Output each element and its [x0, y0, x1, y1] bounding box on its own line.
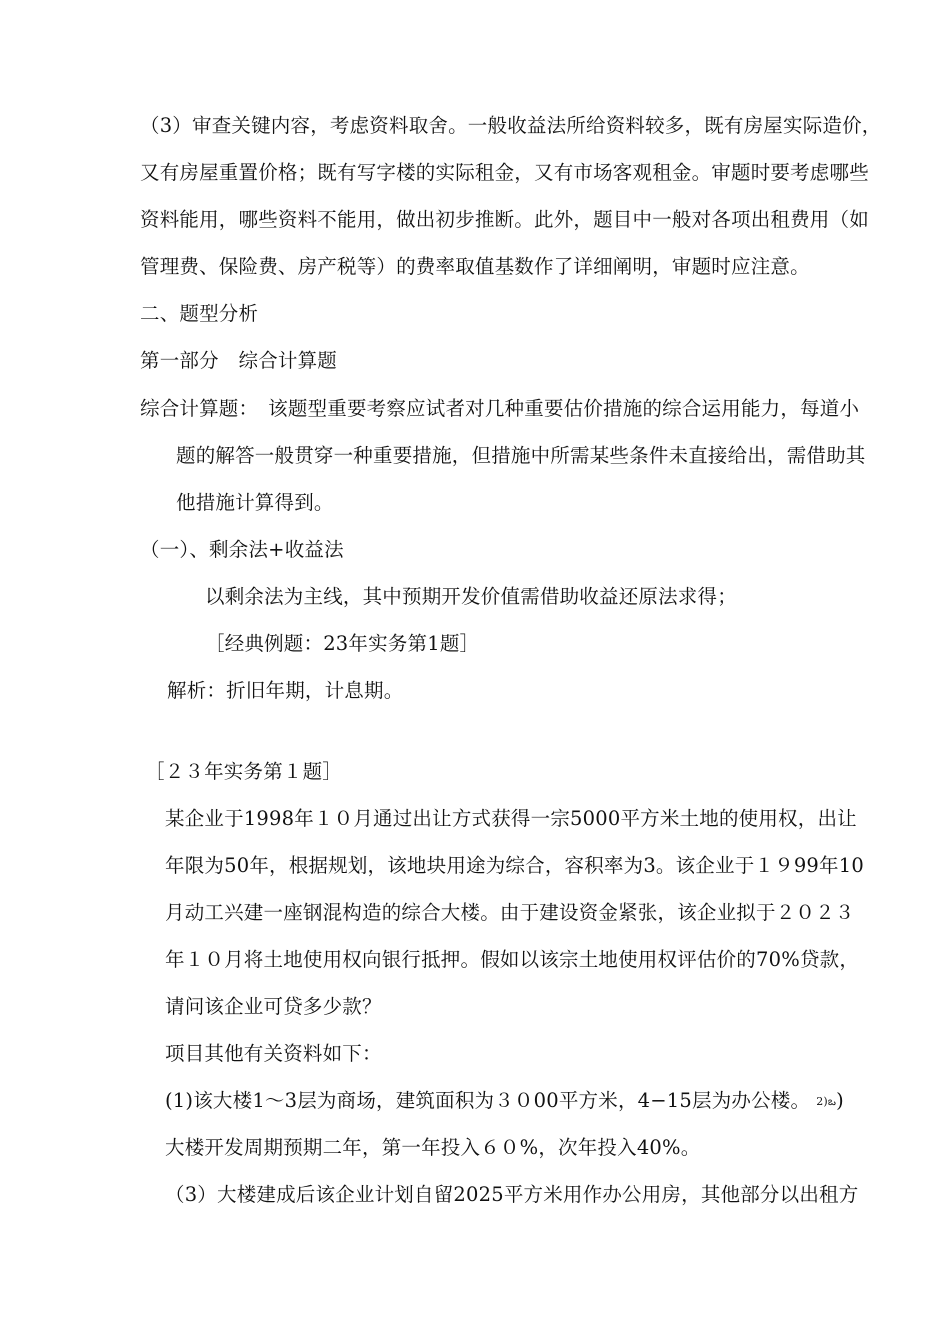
paragraph-line: 资料能用，哪些资料不能用，做出初步推断。此外，题目中一般对各项出租费用（如: [140, 208, 869, 231]
subsection-heading: （一）、剩余法+收益法: [140, 538, 344, 561]
paragraph-line: 以剩余法为主线，其中预期开发价值需借助收益还原法求得；: [205, 585, 737, 608]
paragraph-line: 他措施计算得到。: [176, 491, 334, 514]
garbled-mark: 2)ఒ: [816, 1095, 837, 1108]
section-heading: 二、题型分析: [140, 302, 259, 325]
paragraph-line: 又有房屋重置价格；既有写字楼的实际租金，又有市场客观租金。审题时要考虑哪些: [140, 161, 869, 184]
list-item-line: [165, 1088, 844, 1115]
paragraph-line: 管理费、保险费、房产税等）的费率取值基数作了详细阐明，审题时应注意。: [140, 255, 810, 278]
paragraph-line: 题的解答一般贯穿一种重要措施，但措施中所需某些条件未直接给出，需借助其: [176, 444, 866, 467]
paragraph-line: 年１０月将土地使用权向银行抵押。假如以该宗土地使用权评估价的70%贷款，: [165, 948, 860, 971]
paragraph-line: 某企业于1998年１０月通过出让方式获得一宗5000平方米土地的使用权，出让: [165, 807, 857, 830]
list-item-text: (1)该大楼1～3层为商场，建筑面积为３０00平方米，4−15层为办公楼。: [165, 1089, 811, 1112]
paragraph-line: 请问该企业可贷多少款？: [165, 995, 382, 1018]
analysis-line: 解析：折旧年期，计息期。: [167, 679, 404, 702]
example-reference: ［经典例题：23年实务第1题］: [205, 632, 480, 655]
paragraph-line: 项目其他有关资料如下：: [165, 1042, 382, 1065]
paragraph-line: （3）大楼建成后该企业计划自留2025平方米用作办公用房，其他部分以出租方: [165, 1183, 859, 1206]
paragraph-line: 大楼开发周期预期二年，第一年投入６０%，次年投入40%。: [165, 1136, 701, 1159]
closing-paren: ): [836, 1089, 844, 1112]
paragraph-line: （3）审查关键内容，考虑资料取舍。一般收益法所给资料较多，既有房屋实际造价，: [140, 114, 882, 137]
paragraph-line: 年限为50年，根据规划，该地块用途为综合，容积率为3。该企业于１９99年10: [165, 854, 864, 877]
paragraph-line: 综合计算题： 该题型重要考察应试者对几种重要估价措施的综合运用能力，每道小: [140, 397, 860, 420]
part-heading: 第一部分 综合计算题: [140, 349, 338, 372]
paragraph-line: 月动工兴建一座钢混构造的综合大楼。由于建设资金紧张，该企业拟于２０２３: [165, 901, 855, 924]
problem-title: ［２３年实务第１题］: [145, 760, 343, 783]
